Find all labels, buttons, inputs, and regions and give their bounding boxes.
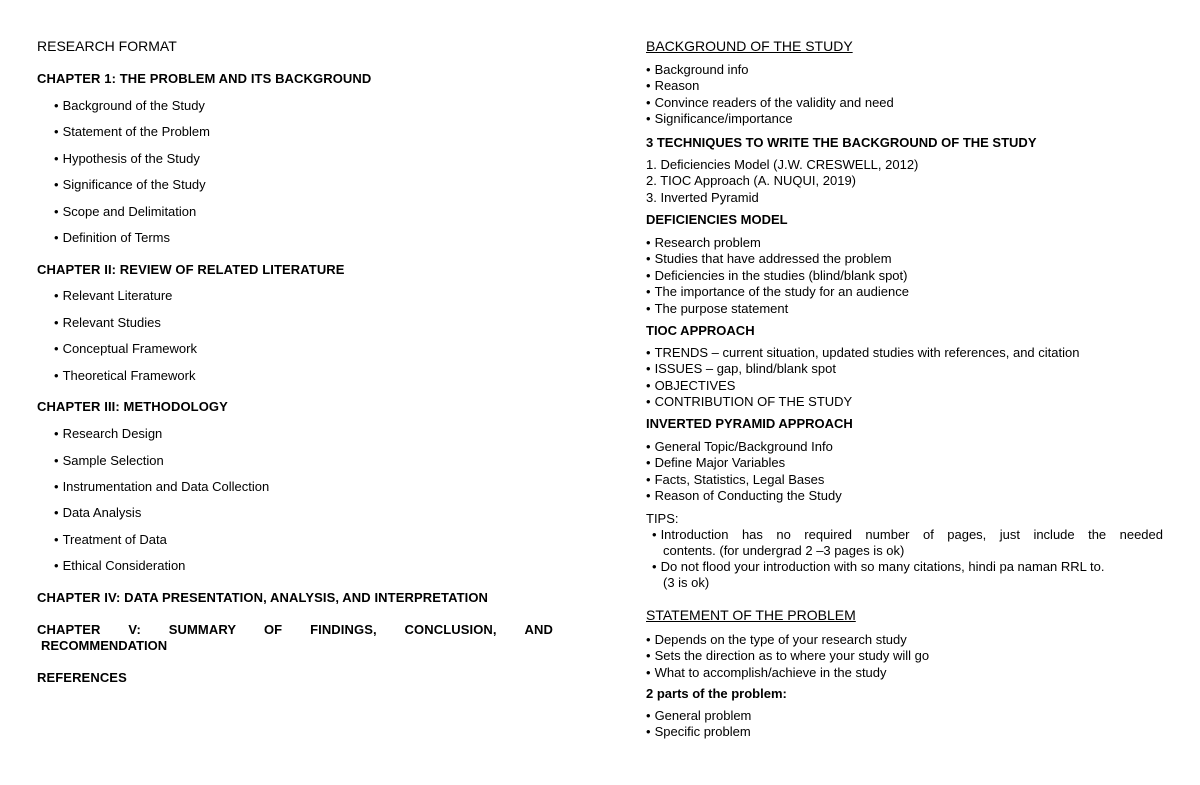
chapter-2-item: • Relevant Studies	[54, 315, 161, 330]
references-heading: REFERENCES	[37, 670, 127, 685]
chapter-5-continuation: RECOMMENDATION	[41, 638, 168, 653]
list-item: • Research problem	[646, 235, 909, 251]
chapter-1-item: • Hypothesis of the Study	[54, 151, 200, 166]
chapter-3-heading: CHAPTER III: METHODOLOGY	[37, 399, 228, 414]
list-item: • CONTRIBUTION OF THE STUDY	[646, 394, 1079, 410]
tip-2-line-1: Do not flood your introduction with so many citations, hindi pa naman RRL to.	[660, 559, 1105, 574]
list-item: • General problem	[646, 708, 751, 724]
background-heading: BACKGROUND OF THE STUDY	[646, 38, 853, 54]
list-item: • Background info	[646, 62, 894, 78]
chapter-3-item: • Treatment of Data	[54, 532, 167, 547]
chapter-3-item: • Ethical Consideration	[54, 558, 185, 573]
chapter-5-word: OF	[263, 622, 283, 637]
chapter-1-item: • Statement of the Problem	[54, 124, 210, 139]
list-item: • What to accomplish/achieve in the study	[646, 665, 929, 681]
pyramid-list	[646, 439, 842, 505]
chapter-1-item: • Significance of the Study	[54, 177, 206, 192]
list-item: • Depends on the type of your research study	[646, 632, 929, 648]
chapter-2-item: • Conceptual Framework	[54, 341, 197, 356]
tip-2-line-2: (3 is ok)	[663, 575, 710, 591]
background-list	[646, 62, 894, 128]
tips-label: TIPS:	[646, 511, 679, 526]
list-item: • OBJECTIVES	[646, 378, 1079, 394]
list-item: • Studies that have addressed the problem	[646, 251, 909, 267]
tip-2: • Do not flood your introduction with so many citations, hindi pa naman RRL to. (3 is ok)	[652, 559, 1163, 592]
list-item: • The purpose statement	[646, 301, 909, 317]
techniques-list	[646, 157, 918, 206]
list-item: • ISSUES – gap, blind/blank spot	[646, 361, 1079, 377]
list-item: • Specific problem	[646, 724, 751, 740]
tip-1: • Introduction has no required number of pages, just include the needed contents. (for undergrad 2 –3 pages is ok)	[652, 527, 1163, 559]
chapter-5-word: FINDINGS,	[310, 622, 377, 637]
chapter-5-word: CHAPTER	[37, 622, 101, 637]
parts-heading: 2 parts of the problem:	[646, 686, 787, 701]
list-item: • Convince readers of the validity and need	[646, 95, 894, 111]
deficiencies-heading: DEFICIENCIES MODEL	[646, 212, 788, 227]
chapter-5-heading	[37, 622, 553, 637]
tioc-list	[646, 345, 1079, 411]
chapter-3-item: • Sample Selection	[54, 453, 164, 468]
chapter-2-heading: CHAPTER II: REVIEW OF RELATED LITERATURE	[37, 262, 345, 277]
chapter-3-item: • Data Analysis	[54, 505, 141, 520]
list-item: • Facts, Statistics, Legal Bases	[646, 472, 842, 488]
deficiencies-list	[646, 235, 909, 317]
chapter-5-word: SUMMARY	[168, 622, 237, 637]
statement-list	[646, 632, 929, 681]
parts-list	[646, 708, 751, 741]
chapter-5-word: AND	[524, 622, 553, 637]
tioc-heading: TIOC APPROACH	[646, 323, 755, 338]
chapter-1-item: • Background of the Study	[54, 98, 205, 113]
list-item: • Define Major Variables	[646, 455, 842, 471]
chapter-1-item: • Scope and Delimitation	[54, 204, 196, 219]
list-item: • Reason of Conducting the Study	[646, 488, 842, 504]
chapter-4-heading: CHAPTER IV: DATA PRESENTATION, ANALYSIS, AND INTERPRETATION	[37, 590, 489, 605]
list-item: • General Topic/Background Info	[646, 439, 842, 455]
list-item: 1. Deficiencies Model (J.W. CRESWELL, 2012)	[646, 157, 919, 172]
list-item: • Significance/importance	[646, 111, 894, 127]
statement-heading: STATEMENT OF THE PROBLEM	[646, 607, 856, 623]
chapter-5-word: V:	[128, 622, 141, 637]
list-item: • The importance of the study for an audience	[646, 284, 909, 300]
chapter-1-heading: CHAPTER 1: THE PROBLEM AND ITS BACKGROUND	[37, 71, 372, 86]
chapter-5-word: CONCLUSION,	[404, 622, 497, 637]
list-item: • Sets the direction as to where your study will go	[646, 648, 929, 664]
techniques-heading: 3 TECHNIQUES TO WRITE THE BACKGROUND OF THE STUDY	[646, 135, 1037, 150]
chapter-2-item: • Theoretical Framework	[54, 368, 196, 383]
list-item: 3. Inverted Pyramid	[646, 189, 759, 205]
pyramid-heading: INVERTED PYRAMID APPROACH	[646, 416, 853, 431]
chapter-1-item: • Definition of Terms	[54, 230, 170, 245]
tip-1-line-1: Introduction has no required number of pages, just include the needed	[660, 527, 1163, 542]
page-title: RESEARCH FORMAT	[37, 38, 177, 54]
chapter-3-item: • Instrumentation and Data Collection	[54, 479, 269, 494]
list-item: • TRENDS – current situation, updated studies with references, and citation	[646, 345, 1079, 361]
tip-1-line-2: contents. (for undergrad 2 –3 pages is ok)	[663, 543, 905, 559]
list-item: • Reason	[646, 78, 894, 94]
list-item: 2. TIOC Approach (A. NUQUI, 2019)	[646, 173, 857, 189]
chapter-3-item: • Research Design	[54, 426, 162, 441]
list-item: • Deficiencies in the studies (blind/blank spot)	[646, 268, 909, 284]
chapter-2-item: • Relevant Literature	[54, 288, 172, 303]
